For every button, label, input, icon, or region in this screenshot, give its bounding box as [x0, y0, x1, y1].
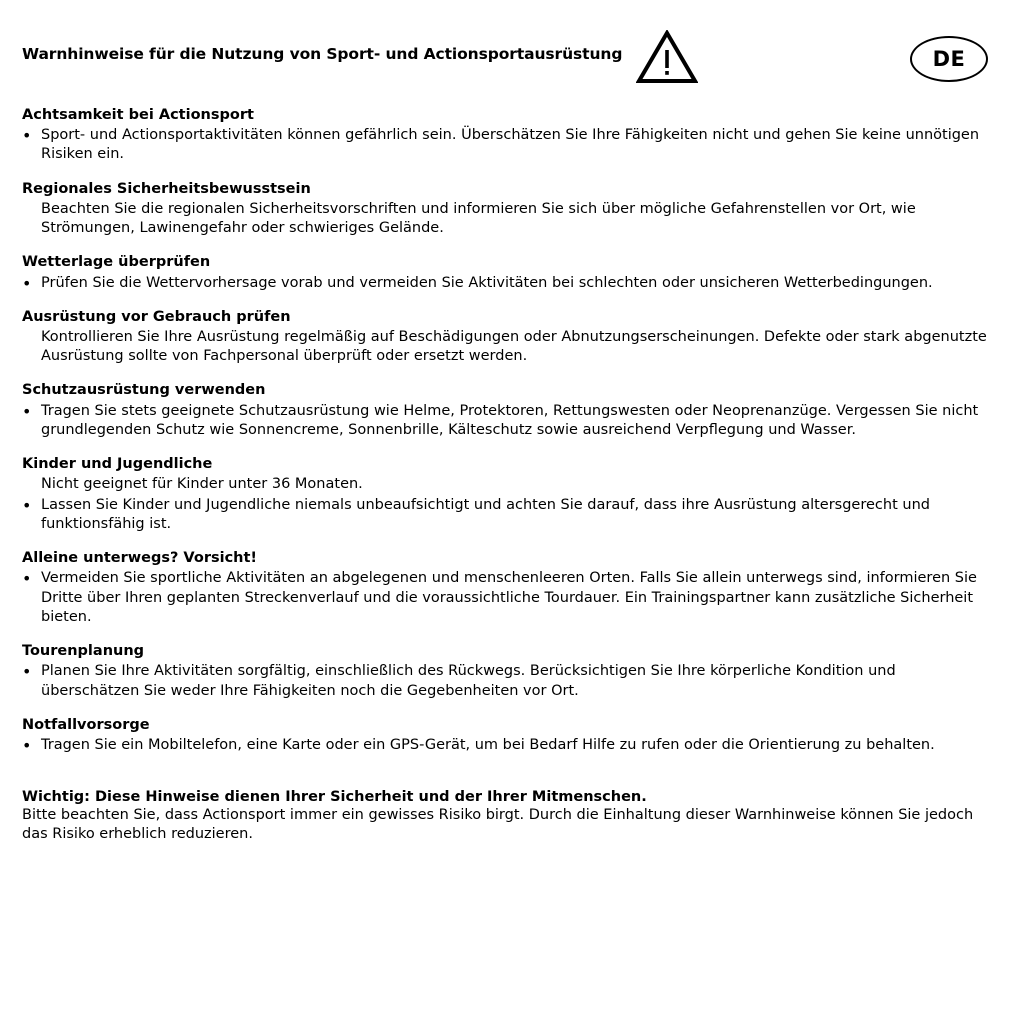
list-item-text: Tragen Sie stets geeignete Schutzausrüstung wie Helme, Protektoren, Rettungswesten oder Neoprenanzüge. Vergessen Sie nicht grundlegenden Schutz wie Sonnencreme, Sonnenbrille, Kälteschutz sowie ausreichend Verpflegung und Wasser.: [41, 402, 979, 438]
list-item: [22, 662, 996, 701]
section-heading: Tourenplanung: [22, 643, 145, 660]
list-item-text: Vermeiden Sie sportliche Aktivitäten an abgelegenen und menschenleeren Orten. Falls Sie allein unterwegs sind, informieren Sie Dritte über Ihren geplanten Streckenverlauf und die voraussichtliche Tourdauer. Ein Trainingspartner kann zusätzliche Sicherheit bieten.: [41, 570, 977, 625]
section-heading: Regionales Sicherheitsbewusstsein: [22, 180, 311, 197]
warning-section: [22, 106, 996, 165]
list-item-text: Prüfen Sie die Wettervorhersage vorab und vermeiden Sie Aktivitäten bei schlechten oder unsicheren Wetterbedingungen.: [41, 274, 933, 291]
bullet-icon: •: [22, 495, 32, 515]
list-item-text: Lassen Sie Kinder und Jugendliche niemals unbeaufsichtigt und achten Sie darauf, dass ihre Ausrüstung altersgerecht und funktionsfähig ist.: [41, 496, 930, 532]
list-item: [22, 475, 996, 494]
warning-triangle-icon: [636, 30, 698, 88]
list-item-text: Kontrollieren Sie Ihre Ausrüstung regelmäßig auf Beschädigungen oder Abnutzungserscheinungen. Defekte oder stark abgenutzte Ausrüstung sollte von Fachpersonal überprüft oder ersetzt werden.: [41, 328, 987, 365]
section-heading: Schutzausrüstung verwenden: [22, 382, 266, 399]
list-item: [22, 736, 996, 755]
list-item-text: Sport- und Actionsportaktivitäten können gefährlich sein. Überschätzen Sie Ihre Fähigkeiten nicht und gehen Sie keine unnötigen Risiken ein.: [41, 127, 980, 163]
warning-section: [22, 253, 996, 292]
warning-section: [22, 716, 996, 755]
section-heading: Alleine unterwegs? Vorsicht!: [22, 550, 258, 567]
warning-section: [22, 642, 996, 701]
bullet-icon: •: [22, 273, 32, 293]
warning-section: [22, 381, 996, 440]
section-heading: Kinder und Jugendliche: [22, 456, 213, 473]
warnings-list: [22, 106, 996, 755]
list-item: [22, 328, 996, 367]
list-item: [22, 402, 996, 441]
language-badge: DE: [910, 36, 988, 82]
list-item: [22, 200, 996, 239]
warning-section: [22, 549, 996, 627]
list-item-text: Beachten Sie die regionalen Sicherheitsvorschriften und informieren Sie sich über mögliche Gefahrenstellen vor Ort, wie Strömungen, Lawinengefahr oder schwieriges Gelände.: [41, 200, 916, 237]
bullet-icon: •: [22, 662, 32, 682]
section-heading: Achtsamkeit bei Actionsport: [22, 107, 254, 123]
list-item: [22, 126, 996, 165]
list-item: [22, 274, 996, 293]
footer-note: [22, 789, 996, 845]
footer-text: Bitte beachten Sie, dass Actionsport immer ein gewisses Risiko birgt. Durch die Einhaltung dieser Warnhinweise können Sie jedoch das Risiko erheblich reduzieren.: [22, 807, 974, 843]
section-heading: Notfallvorsorge: [22, 716, 150, 733]
bullet-icon: •: [22, 569, 32, 589]
bullet-icon: •: [22, 126, 32, 146]
footer-title: Wichtig: Diese Hinweise dienen Ihrer Sicherheit und der Ihrer Mitmenschen.: [22, 789, 647, 806]
list-item: [22, 496, 996, 535]
document-header: [22, 28, 996, 90]
bullet-icon: •: [22, 401, 32, 421]
list-item: [22, 569, 996, 627]
section-heading: Wetterlage überprüfen: [22, 254, 211, 271]
warning-section: [22, 308, 996, 367]
list-item-text: Tragen Sie ein Mobiltelefon, eine Karte oder ein GPS-Gerät, um bei Bedarf Hilfe zu rufen oder die Orientierung zu behalten.: [41, 736, 935, 753]
bullet-icon: •: [22, 735, 32, 755]
warning-section: [22, 180, 996, 239]
list-item-text: Nicht geeignet für Kinder unter 36 Monaten.: [41, 476, 363, 493]
list-item-text: Planen Sie Ihre Aktivitäten sorgfältig, einschließlich des Rückwegs. Berücksichtigen Sie Ihre körperliche Kondition und überschätzen Sie weder Ihre Fähigkeiten noch die Gegebenheiten vor Ort.: [41, 663, 896, 699]
warning-section: [22, 455, 996, 534]
page-title: Warnhinweise für die Nutzung von Sport- und Actionsportausrüstung: [22, 45, 623, 63]
section-heading: Ausrüstung vor Gebrauch prüfen: [22, 308, 291, 325]
